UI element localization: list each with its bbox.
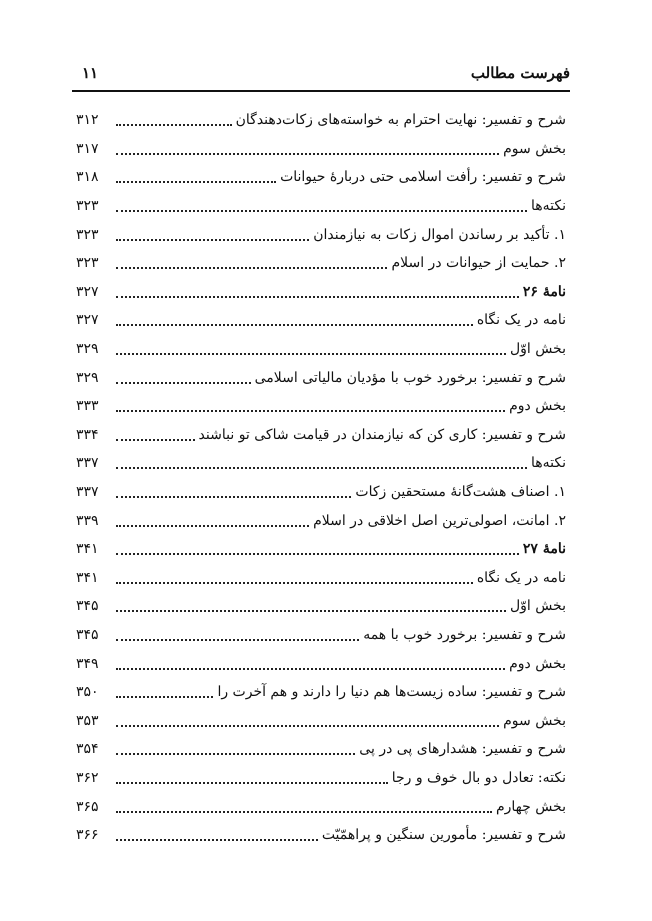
toc-entry-page: ۳۵۴ (76, 741, 99, 758)
toc-entry-page: ۳۲۷ (76, 312, 99, 329)
toc-entry-label: نکته‌ها (530, 455, 566, 472)
toc-entry-page: ۳۱۷ (76, 140, 99, 157)
dot-leader (116, 181, 276, 183)
dot-leader (116, 525, 309, 527)
dot-leader (116, 353, 506, 355)
dot-leader (116, 610, 506, 612)
toc-entry-page: ۳۲۹ (76, 341, 99, 358)
dot-leader (116, 668, 505, 670)
toc-entry-label: بخش دوم (509, 655, 566, 672)
toc-entry-label: نامهٔ ۲۶ (522, 283, 566, 300)
toc-entry-page: ۳۱۸ (76, 169, 99, 186)
toc-entry (76, 792, 566, 821)
toc-entry-label: نامهٔ ۲۷ (522, 541, 566, 558)
dot-leader (116, 239, 309, 241)
dot-leader (116, 839, 318, 841)
toc-entry-page: ۳۶۵ (76, 798, 99, 815)
toc-entry-label: نامه در یک نگاه (476, 569, 566, 586)
dot-leader (116, 496, 351, 498)
dot-leader (116, 639, 359, 641)
table-of-contents (76, 106, 566, 849)
dot-leader (116, 696, 213, 698)
toc-entry (76, 335, 566, 364)
toc-entry (76, 821, 566, 850)
toc-entry-page: ۳۳۹ (76, 512, 99, 529)
toc-entry-page: ۳۴۱ (76, 541, 99, 558)
dot-leader (116, 582, 473, 584)
toc-entry-page: ۳۳۳ (76, 398, 99, 415)
toc-entry-label: نکته: تعادل دو بال خوف و رجا (391, 769, 566, 786)
dot-leader (116, 324, 473, 326)
toc-entry (76, 220, 566, 249)
toc-entry-label: شرح و تفسیر: هشدارهای پی در پی (359, 741, 566, 758)
toc-entry-page: ۳۴۵ (76, 626, 99, 643)
toc-entry (76, 392, 566, 421)
dot-leader (116, 439, 195, 441)
toc-entry-label: شرح و تفسیر: ساده زیست‌ها هم دنیا را دارند و هم آخرت را (217, 684, 566, 701)
toc-entry (76, 192, 566, 221)
toc-entry-page: ۳۲۳ (76, 198, 99, 215)
page-number: ۱۱ (82, 64, 99, 82)
toc-entry (76, 592, 566, 621)
toc-entry-label: نکته‌ها (530, 198, 566, 215)
toc-entry (76, 421, 566, 450)
toc-entry-label: بخش دوم (509, 398, 566, 415)
dot-leader (116, 467, 527, 469)
toc-entry-page: ۳۲۳ (76, 255, 99, 272)
toc-entry (76, 135, 566, 164)
toc-entry-label: شرح و تفسیر: برخورد خوب با همه (363, 626, 566, 643)
toc-entry-label: بخش چهارم (495, 798, 566, 815)
toc-entry-label: شرح و تفسیر: کاری کن که نیازمندان در قیامت شاکی تو نباشند (198, 426, 566, 443)
toc-entry-label: بخش اوّل (509, 341, 566, 358)
toc-entry (76, 478, 566, 507)
toc-entry (76, 564, 566, 593)
toc-entry-page: ۳۵۰ (76, 684, 99, 701)
toc-entry-label: شرح و تفسیر: برخورد خوب با مؤدیان مالیاتی اسلامی (254, 369, 566, 386)
toc-entry-label: شرح و تفسیر: نهایت احترام به خواسته‌های زکات‌دهندگان (235, 112, 566, 129)
toc-entry-label: ۱. اصناف هشت‌گانهٔ مستحقین زکات (355, 484, 566, 501)
page-title: فهرست مطالب (470, 64, 570, 82)
toc-entry-label: بخش اوّل (509, 598, 566, 615)
toc-section-heading (76, 278, 566, 307)
toc-entry-label: شرح و تفسیر: مأمورین سنگین و پراهمّیّت (321, 827, 566, 844)
toc-entry-label: بخش سوم (503, 140, 566, 157)
dot-leader (116, 267, 387, 269)
toc-entry-page: ۳۵۳ (76, 712, 99, 729)
toc-entry (76, 249, 566, 278)
dot-leader (116, 296, 519, 298)
dot-leader (116, 153, 499, 155)
toc-entry-page: ۳۳۴ (76, 426, 99, 443)
toc-entry (76, 106, 566, 135)
toc-entry-label: ۲. حمایت از حیوانات در اسلام (391, 255, 566, 272)
toc-entry-label: ۱. تأکید بر رساندن اموال زکات به نیازمندان (313, 226, 566, 243)
toc-entry-page: ۳۲۷ (76, 283, 99, 300)
toc-entry-page: ۳۴۵ (76, 598, 99, 615)
toc-entry-page: ۳۴۱ (76, 569, 99, 586)
toc-entry-label: شرح و تفسیر: رأفت اسلامی حتی دربارهٔ حیوانات (280, 169, 566, 186)
toc-entry (76, 764, 566, 793)
toc-entry (76, 449, 566, 478)
page-header (72, 62, 570, 92)
dot-leader (116, 753, 355, 755)
toc-entry (76, 363, 566, 392)
toc-entry (76, 621, 566, 650)
toc-entry (76, 678, 566, 707)
dot-leader (116, 811, 492, 813)
dot-leader (116, 124, 232, 126)
toc-entry-page: ۳۴۹ (76, 655, 99, 672)
toc-entry (76, 706, 566, 735)
dot-leader (116, 725, 499, 727)
dot-leader (116, 410, 505, 412)
toc-entry-page: ۳۱۲ (76, 112, 99, 129)
dot-leader (116, 782, 388, 784)
toc-entry-label: ۲. امانت، اصولی‌ترین اصل اخلاقی در اسلام (313, 512, 566, 529)
toc-entry-label: نامه در یک نگاه (476, 312, 566, 329)
toc-entry-page: ۳۲۳ (76, 226, 99, 243)
toc-entry-page: ۳۶۶ (76, 827, 99, 844)
toc-entry (76, 506, 566, 535)
toc-entry (76, 163, 566, 192)
toc-entry-page: ۳۳۷ (76, 484, 99, 501)
toc-entry-page: ۳۶۲ (76, 769, 99, 786)
dot-leader (116, 553, 519, 555)
toc-entry-label: بخش سوم (503, 712, 566, 729)
toc-entry-page: ۳۲۹ (76, 369, 99, 386)
toc-entry-page: ۳۳۷ (76, 455, 99, 472)
toc-entry (76, 735, 566, 764)
dot-leader (116, 382, 251, 384)
dot-leader (116, 210, 527, 212)
toc-entry (76, 306, 566, 335)
toc-section-heading (76, 535, 566, 564)
toc-entry (76, 649, 566, 678)
